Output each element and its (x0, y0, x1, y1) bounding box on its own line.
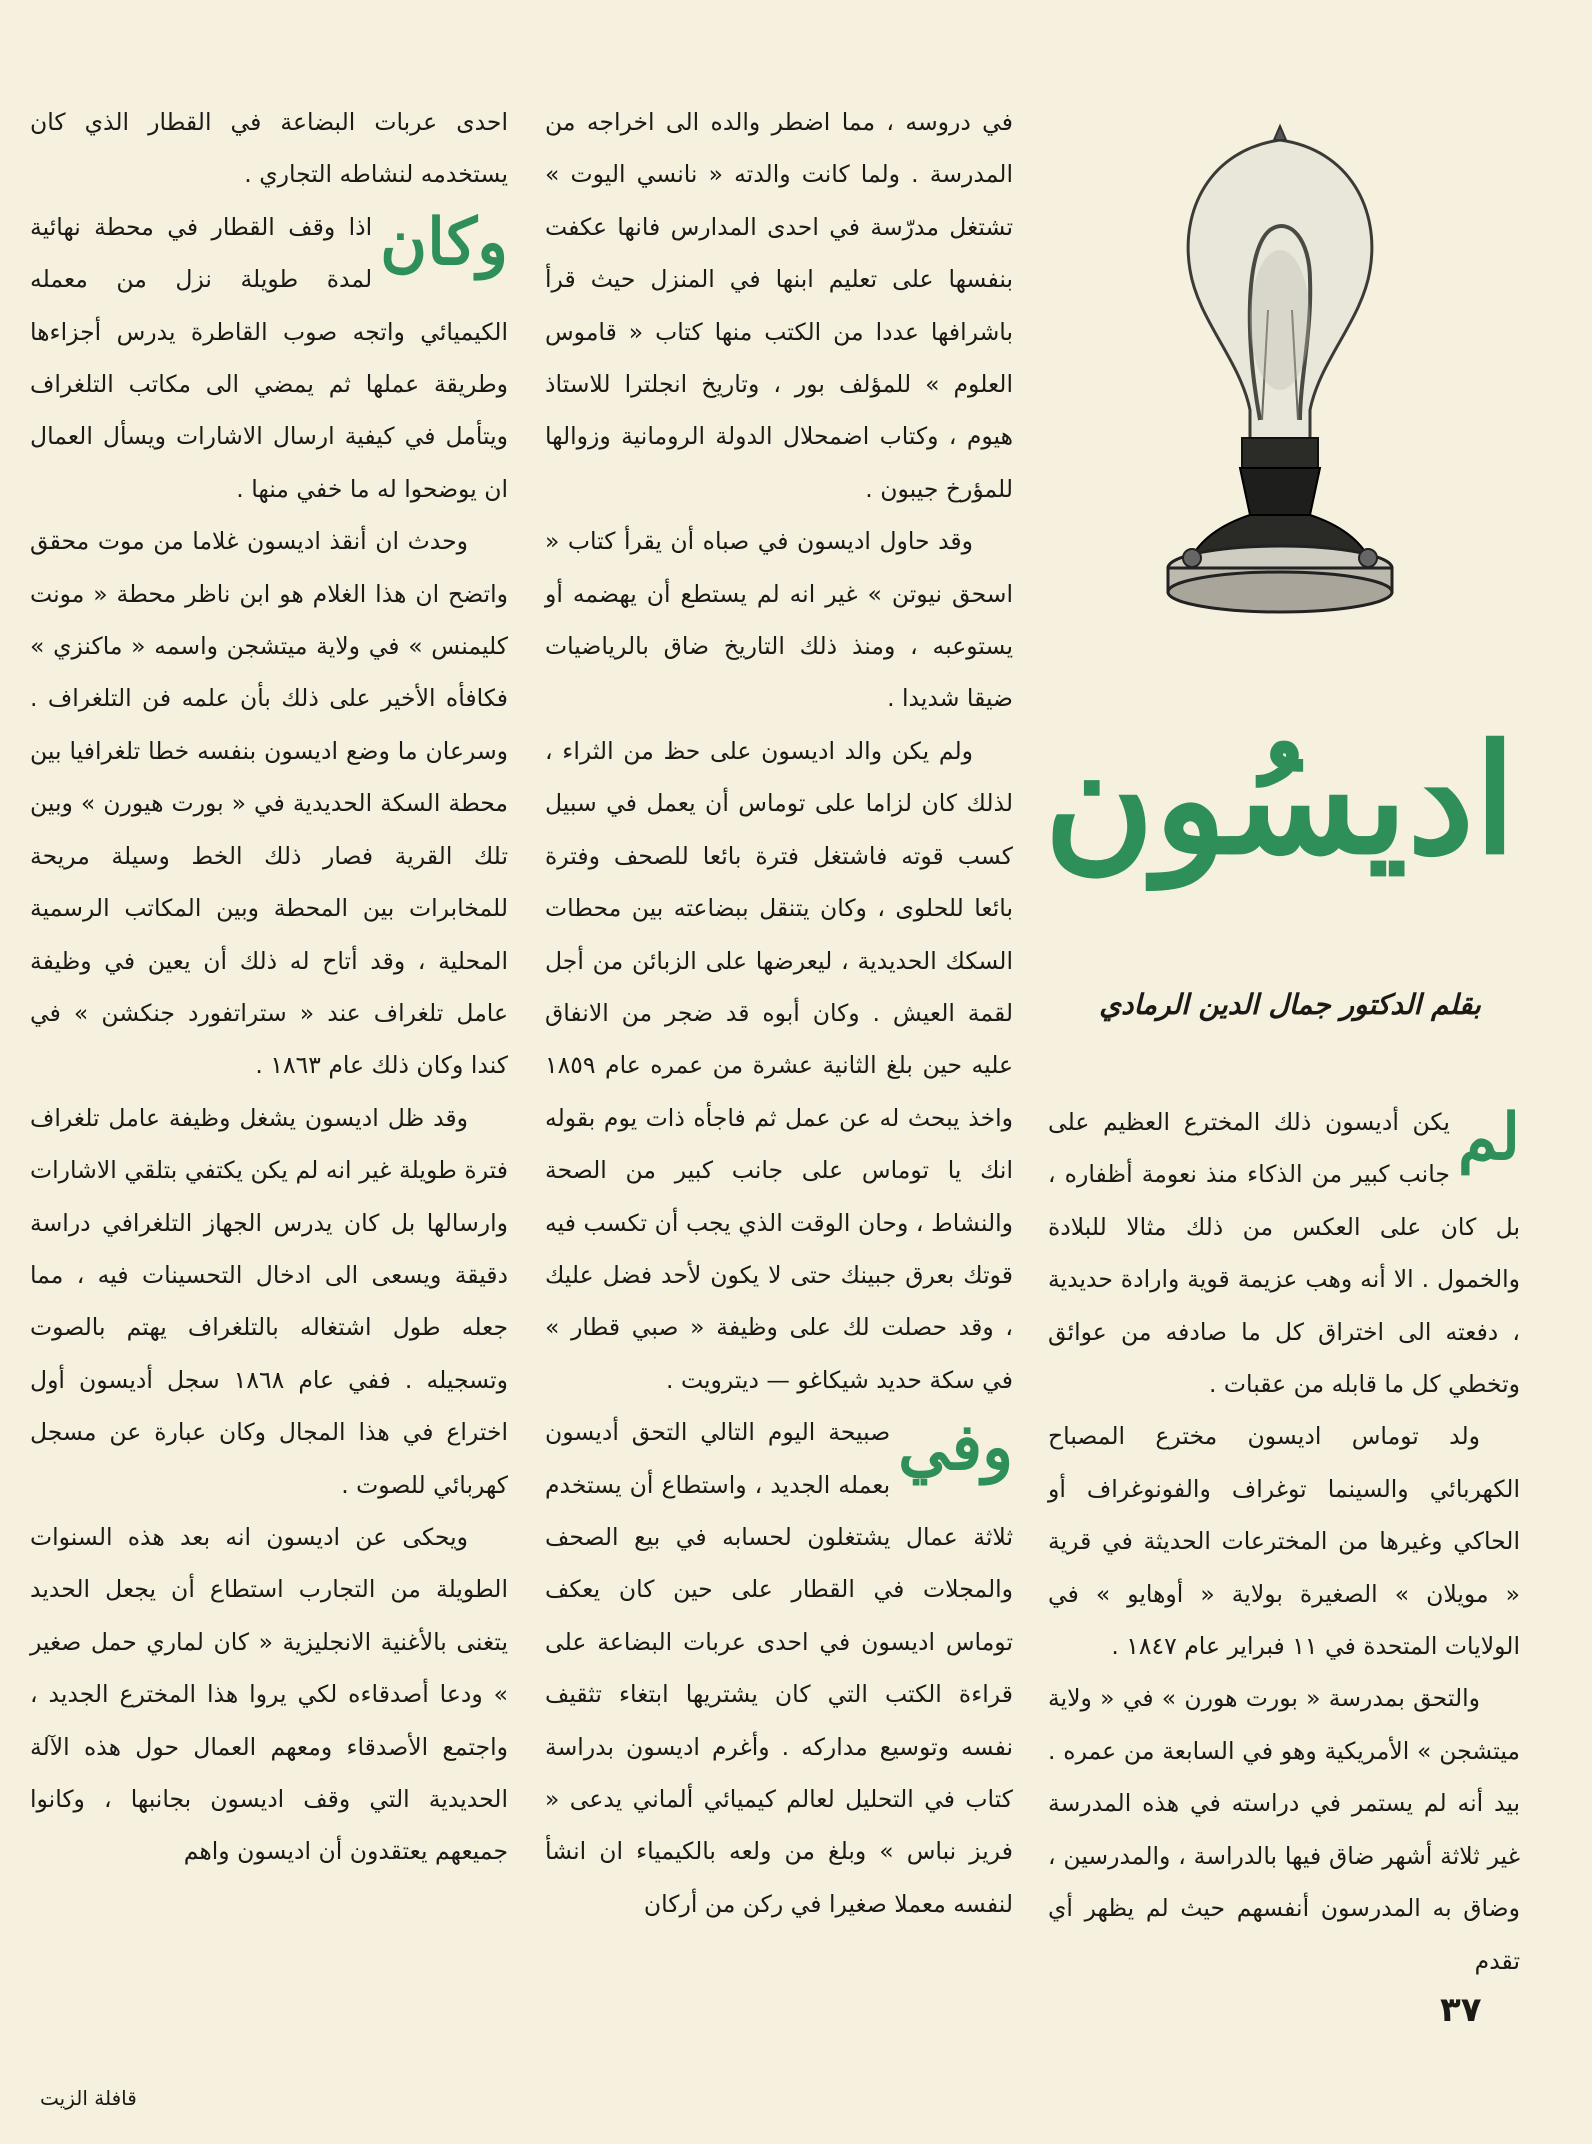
paragraph: ويحكى عن اديسون انه بعد هذه السنوات الطويلة من التجارب استطاع أن يجعل الحديد يتغنى بالأغنية الانجليزية « كان لماري حمل صغير » ودعا أصدقاءه لكي يروا هذا المخترع الجديد ، واجتمع الأصدقاء ومعهم العمال حول هذه الآلة الحديدية التي وقف اديسون بجانبها ، وكانوا جميعهم يعتقدون أن اديسون واهم (30, 1522, 508, 1866)
drop-cap: وكان (380, 204, 508, 280)
paragraph: ولم يكن والد اديسون على حظ من الثراء ، لذلك كان لزاما على توماس أن يعمل في سبيل كسب قوته فاشتغل فترة بائعا للصحف وفترة بائعا للحلوى ، وكان يتنقل ببضاعته بين محطات السكك الحديدية ، ليعرضها على الزبائن من أجل لقمة العيش . وكان أبوه قد ضجر من الانفاق عليه حين بلغ الثانية عشرة من عمره عام ١٨٥٩ واخذ يبحث له عن عمل ثم فاجأه ذات يوم بقوله انك يا توماس على جانب كبير من الصحة والنشاط ، وحان الوقت الذي يجب أن تكسب فيه قوتك بعرق جبينك حتى لا يكون لأحد فضل عليك ، وقد حصلت لك على وظيفة « صبي قطار » في سكة حديد شيكاغو — ديترويت . (545, 736, 1013, 1394)
drop-cap: لم (1457, 1100, 1520, 1175)
paragraph (30, 201, 508, 515)
text-column-right (1048, 1096, 1520, 1987)
paragraph-text: يكن أديسون ذلك المخترع العظيم على جانب كبير من الذكاء منذ نعومة أظفاره ، بل كان على العكس من ذلك مثالا للبلادة والخمول . الا أنه وهب عزيمة قوية وارادة حديدية ، دفعته الى اختراق كل ما صادفه من عوائق وتخطي كل ما قابله من عقبات . (1048, 1108, 1520, 1399)
paragraph: ولد توماس اديسون مخترع المصباح الكهربائي والسينما توغراف والفونوغراف أو الحاكي وغيرها من المخترعات الحديثة في قرية « مويلان » الصغيرة بولاية « أوهايو » في الولايات المتحدة في ١١ فبراير عام ١٨٤٧ . (1048, 1422, 1520, 1661)
paragraph: احدى عربات البضاعة في القطار الذي كان يستخدمه لنشاطه التجاري . (30, 108, 508, 189)
drop-cap: وفي (898, 1410, 1013, 1486)
text-column-middle (545, 96, 1013, 1930)
article-byline: بقلم الدكتور جمال الدين الرمادي (1099, 988, 1481, 1021)
article-title: اديسُون (1044, 712, 1516, 888)
paragraph: والتحق بمدرسة « بورت هورن » في « ولاية ميتشجن » الأمريكية وهو في السابعة من عمره . بيد أنه لم يستمر في دراسته في هذه المدرسة غير ثلاثة أشهر ضاق فيها بالدراسة ، والمدرسين ، وضاق به المدرسون أنفسهم حيث لم يظهر أي تقدم (1048, 1684, 1520, 1975)
text-column-left (30, 96, 508, 1878)
publication-footer: قافلة الزيت (40, 2086, 137, 2110)
paragraph: في دروسه ، مما اضطر والده الى اخراجه من المدرسة . ولما كانت والدته « نانسي اليوت » تشتغل مدرّسة في احدى المدارس فانها عكفت بنفسها على تعليم ابنها في المنزل حيث قرأ باشرافها عددا من الكتب منها كتاب « قاموس العلوم » للمؤلف بور ، وتاريخ انجلترا للاستاذ هيوم ، وكتاب اضمحلال الدولة الرومانية وزوالها للمؤرخ جيبون . (545, 108, 1013, 503)
page-number: ٣٧ (1440, 1990, 1482, 2030)
paragraph (545, 1406, 1013, 1930)
light-bulb-icon (1150, 120, 1410, 620)
paragraph-text: اذا وقف القطار في محطة نهائية لمدة طويلة نزل من معمله الكيميائي واتجه صوب القاطرة يدرس أجزاءها وطريقة عملها ثم يمضي الى مكاتب التلغراف ويتأمل في كيفية ارسال الاشارات ويسأل العمال ان يوضحوا له ما خفي منها . (30, 212, 508, 503)
paragraph: وقد ظل اديسون يشغل وظيفة عامل تلغراف فترة طويلة غير انه لم يكن يكتفي بتلقي الاشارات وارسالها بل كان يدرس الجهاز التلغرافي دراسة دقيقة ويسعى الى ادخال التحسينات فيه ، مما جعله طول اشتغاله بالتلغراف يهتم بالصوت وتسجيله . ففي عام ١٨٦٨ سجل أديسون أول اختراع في هذا المجال وكان عبارة عن مسجل كهربائي للصوت . (30, 1103, 508, 1499)
paragraph: وقد حاول اديسون في صباه أن يقرأ كتاب « اسحق نيوتن » غير انه لم يستطع أن يهضمه أو يستوعبه ، ومنذ ذلك التاريخ ضاق بالرياضيات ضيقا شديدا . (545, 527, 1013, 713)
light-bulb-illustration (1150, 120, 1410, 620)
paragraph (1048, 1096, 1520, 1410)
paragraph-text: صبيحة اليوم التالي التحق أديسون بعمله الجديد ، واستطاع أن يستخدم ثلاثة عمال يشتغلون لحسابه في بيع الصحف والمجلات في القطار على حين كان يعكف توماس اديسون في احدى عربات البضاعة على قراءة الكتب التي كان يشتريها ابتغاء تثقيف نفسه وتوسيع مداركه . وأغرم اديسون بدراسة كتاب في التحليل لعالم كيميائي ألماني يدعى « فريز نباس » وبلغ من ولعه بالكيمياء ان انشأ لنفسه معملا صغيرا في ركن من أركان (545, 1418, 1013, 1918)
paragraph: وحدث ان أنقذ اديسون غلاما من موت محقق واتضح ان هذا الغلام هو ابن ناظر محطة « مونت كليمنس » في ولاية ميتشجن واسمه « ماكنزي » فكافأه الأخير على ذلك بأن علمه فن التلغراف . وسرعان ما وضع اديسون بنفسه خطا تلغرافيا بين محطة السكة الحديدية في « بورت هيورن » وبين تلك القرية فصار ذلك الخط وسيلة مريحة للمخابرات بين المحطة وبين المكاتب الرسمية المحلية ، وقد أتاح له ذلك أن يعين في وظيفة عامل تلغراف عند « ستراتفورد جنكشن » في كندا وكان ذلك عام ١٨٦٣ . (30, 527, 508, 1080)
